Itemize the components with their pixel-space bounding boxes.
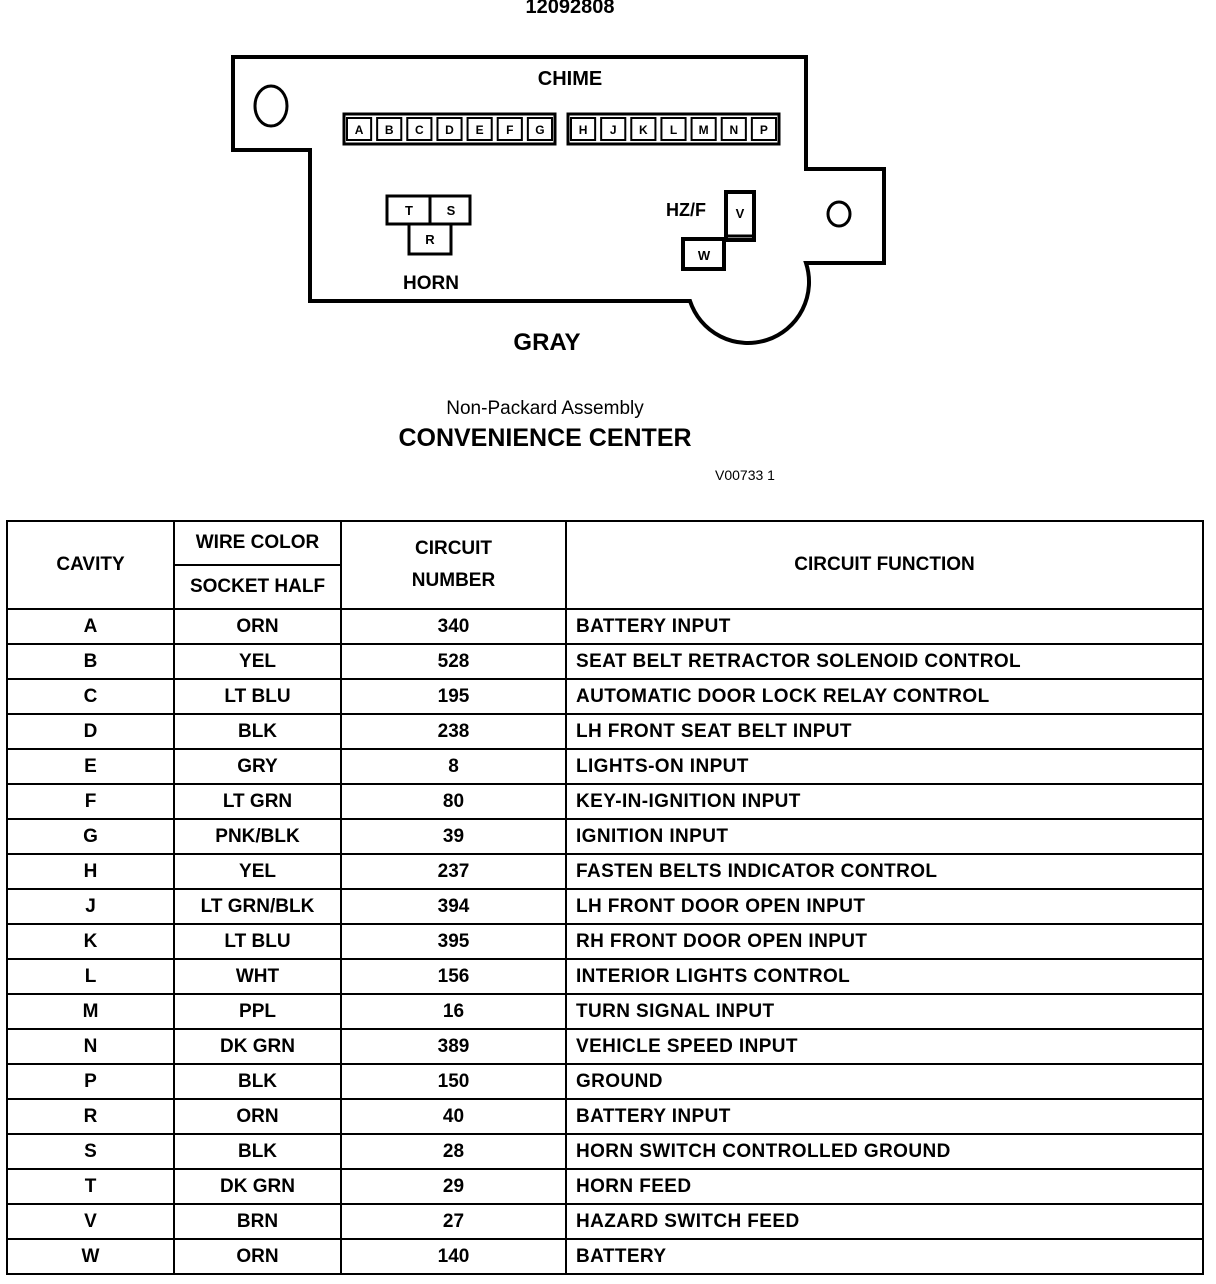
terminal-letter: J [609,123,617,137]
wire-color-cell: BRN [174,1204,341,1239]
table-row [7,1204,1203,1239]
circuit-number-cell: 340 [341,609,566,644]
terminal-letter: L [669,123,678,137]
circuit-number-cell: 394 [341,889,566,924]
right-mount-hole [828,202,850,226]
header-circuit-function: CIRCUIT FUNCTION [566,521,1203,609]
cavity-cell: E [7,749,174,784]
cavity-cell: J [7,889,174,924]
terminal-letter: K [639,123,648,137]
circuit-number-cell: 29 [341,1169,566,1204]
cavity-cell: C [7,679,174,714]
terminal-V: V [735,206,745,221]
terminal-letter: G [535,123,545,137]
header-wire-color: WIRE COLOR [174,521,341,565]
wire-color-cell: PPL [174,994,341,1029]
wire-color-cell: LT GRN [174,784,341,819]
header-circuit-number [341,521,566,609]
wire-color-cell: BLK [174,1134,341,1169]
circuit-number-cell: 40 [341,1099,566,1134]
header-circuit: CIRCUIT [414,538,493,559]
circuit-number-cell: 389 [341,1029,566,1064]
table-row [7,1029,1203,1064]
table-row [7,1064,1203,1099]
terminal-R: R [425,232,435,247]
table-row [7,679,1203,714]
circuit-number-cell: 528 [341,644,566,679]
circuit-number-cell: 16 [341,994,566,1029]
terminal-W: W [697,248,711,263]
wire-color-cell: BLK [174,714,341,749]
terminal-letter: B [384,123,394,137]
table-row [7,784,1203,819]
circuit-function-cell: AUTOMATIC DOOR LOCK RELAY CONTROL [566,679,1203,714]
cavity-cell: H [7,854,174,889]
terminal-letter: H [578,123,588,137]
table-row [7,924,1203,959]
horn-label: HORN [403,273,459,294]
circuit-function-cell: GROUND [566,1064,1203,1099]
table-row [7,819,1203,854]
cavity-cell: L [7,959,174,994]
table-row [7,959,1203,994]
circuit-number-cell: 140 [341,1239,566,1274]
cavity-cell: W [7,1239,174,1274]
circuit-function-cell: VEHICLE SPEED INPUT [566,1029,1203,1064]
cavity-cell: T [7,1169,174,1204]
table-row [7,1099,1203,1134]
wire-color-cell: BLK [174,1064,341,1099]
table-row [7,644,1203,679]
wire-color-cell: DK GRN [174,1029,341,1064]
terminal-S: S [446,203,456,218]
wire-color-cell: ORN [174,609,341,644]
circuit-function-cell: FASTEN BELTS INDICATOR CONTROL [566,854,1203,889]
cavity-cell: P [7,1064,174,1099]
cavity-cell: B [7,644,174,679]
chime-label: CHIME [537,68,603,90]
circuit-function-cell: LH FRONT DOOR OPEN INPUT [566,889,1203,924]
circuit-function-cell: KEY-IN-IGNITION INPUT [566,784,1203,819]
left-mount-hole [255,86,287,126]
circuit-function-cell: HORN SWITCH CONTROLLED GROUND [566,1134,1203,1169]
circuit-number-cell: 237 [341,854,566,889]
circuit-number-cell: 195 [341,679,566,714]
circuit-number-cell: 80 [341,784,566,819]
cavity-cell: M [7,994,174,1029]
wire-color-cell: PNK/BLK [174,819,341,854]
wire-color-cell: ORN [174,1099,341,1134]
reference-code: V00733 1 [715,467,775,483]
cavity-cell: R [7,1099,174,1134]
terminal-letter: F [506,123,514,137]
table-row [7,714,1203,749]
circuit-function-cell: SEAT BELT RETRACTOR SOLENOID CONTROL [566,644,1203,679]
wire-color-cell: LT BLU [174,924,341,959]
cavity-cell: S [7,1134,174,1169]
wire-color-cell: LT BLU [174,679,341,714]
header-number: NUMBER [411,570,496,591]
cavity-cell: D [7,714,174,749]
table-row [7,1239,1203,1274]
table-row [7,749,1203,784]
circuit-function-cell: INTERIOR LIGHTS CONTROL [566,959,1203,994]
horn-terminal-block [387,196,470,254]
terminal-letter: E [475,123,484,137]
page-title: CONVENIENCE CENTER [398,424,692,452]
terminal-T: T [405,203,413,218]
cavity-cell: N [7,1029,174,1064]
table-row [7,1169,1203,1204]
circuit-function-cell: TURN SIGNAL INPUT [566,994,1203,1029]
wire-color-cell: ORN [174,1239,341,1274]
connector-diagram [0,0,1216,380]
table-row [7,854,1203,889]
wire-color-cell: YEL [174,644,341,679]
wire-color-cell: WHT [174,959,341,994]
circuit-function-cell: BATTERY INPUT [566,609,1203,644]
wire-color-cell: GRY [174,749,341,784]
circuit-function-cell: LH FRONT SEAT BELT INPUT [566,714,1203,749]
circuit-function-cell: HAZARD SWITCH FEED [566,1204,1203,1239]
hzf-label: HZ/F [666,200,706,220]
table-row [7,609,1203,644]
circuit-number-cell: 27 [341,1204,566,1239]
cavity-cell: F [7,784,174,819]
wire-color-cell: LT GRN/BLK [174,889,341,924]
color-label: GRAY [513,329,581,356]
terminal-letter: D [445,123,454,137]
circuit-number-cell: 156 [341,959,566,994]
terminal-letter: N [729,123,739,137]
wire-color-cell: DK GRN [174,1169,341,1204]
terminal-letter: C [415,123,424,137]
terminal-letter: P [759,123,768,137]
circuit-function-cell: RH FRONT DOOR OPEN INPUT [566,924,1203,959]
header-socket-half: SOCKET HALF [174,565,341,609]
terminal-letter: A [354,123,364,137]
circuit-number-cell: 8 [341,749,566,784]
wire-color-cell: YEL [174,854,341,889]
circuit-number-cell: 238 [341,714,566,749]
pinout-table [6,520,1204,1275]
table-row [7,1134,1203,1169]
cavity-cell: K [7,924,174,959]
header-cavity: CAVITY [7,521,174,609]
part-number: 12092808 [525,0,615,18]
circuit-function-cell: IGNITION INPUT [566,819,1203,854]
assembly-label: Non-Packard Assembly [446,398,644,419]
cavity-cell: A [7,609,174,644]
cavity-cell: G [7,819,174,854]
circuit-number-cell: 150 [341,1064,566,1099]
table-row [7,889,1203,924]
circuit-function-cell: BATTERY [566,1239,1203,1274]
connector-outline [233,57,884,343]
circuit-function-cell: LIGHTS-ON INPUT [566,749,1203,784]
circuit-function-cell: HORN FEED [566,1169,1203,1204]
terminal-letter: M [698,123,709,137]
circuit-number-cell: 395 [341,924,566,959]
circuit-number-cell: 39 [341,819,566,854]
circuit-number-cell: 28 [341,1134,566,1169]
circuit-function-cell: BATTERY INPUT [566,1099,1203,1134]
cavity-cell: V [7,1204,174,1239]
table-row [7,994,1203,1029]
